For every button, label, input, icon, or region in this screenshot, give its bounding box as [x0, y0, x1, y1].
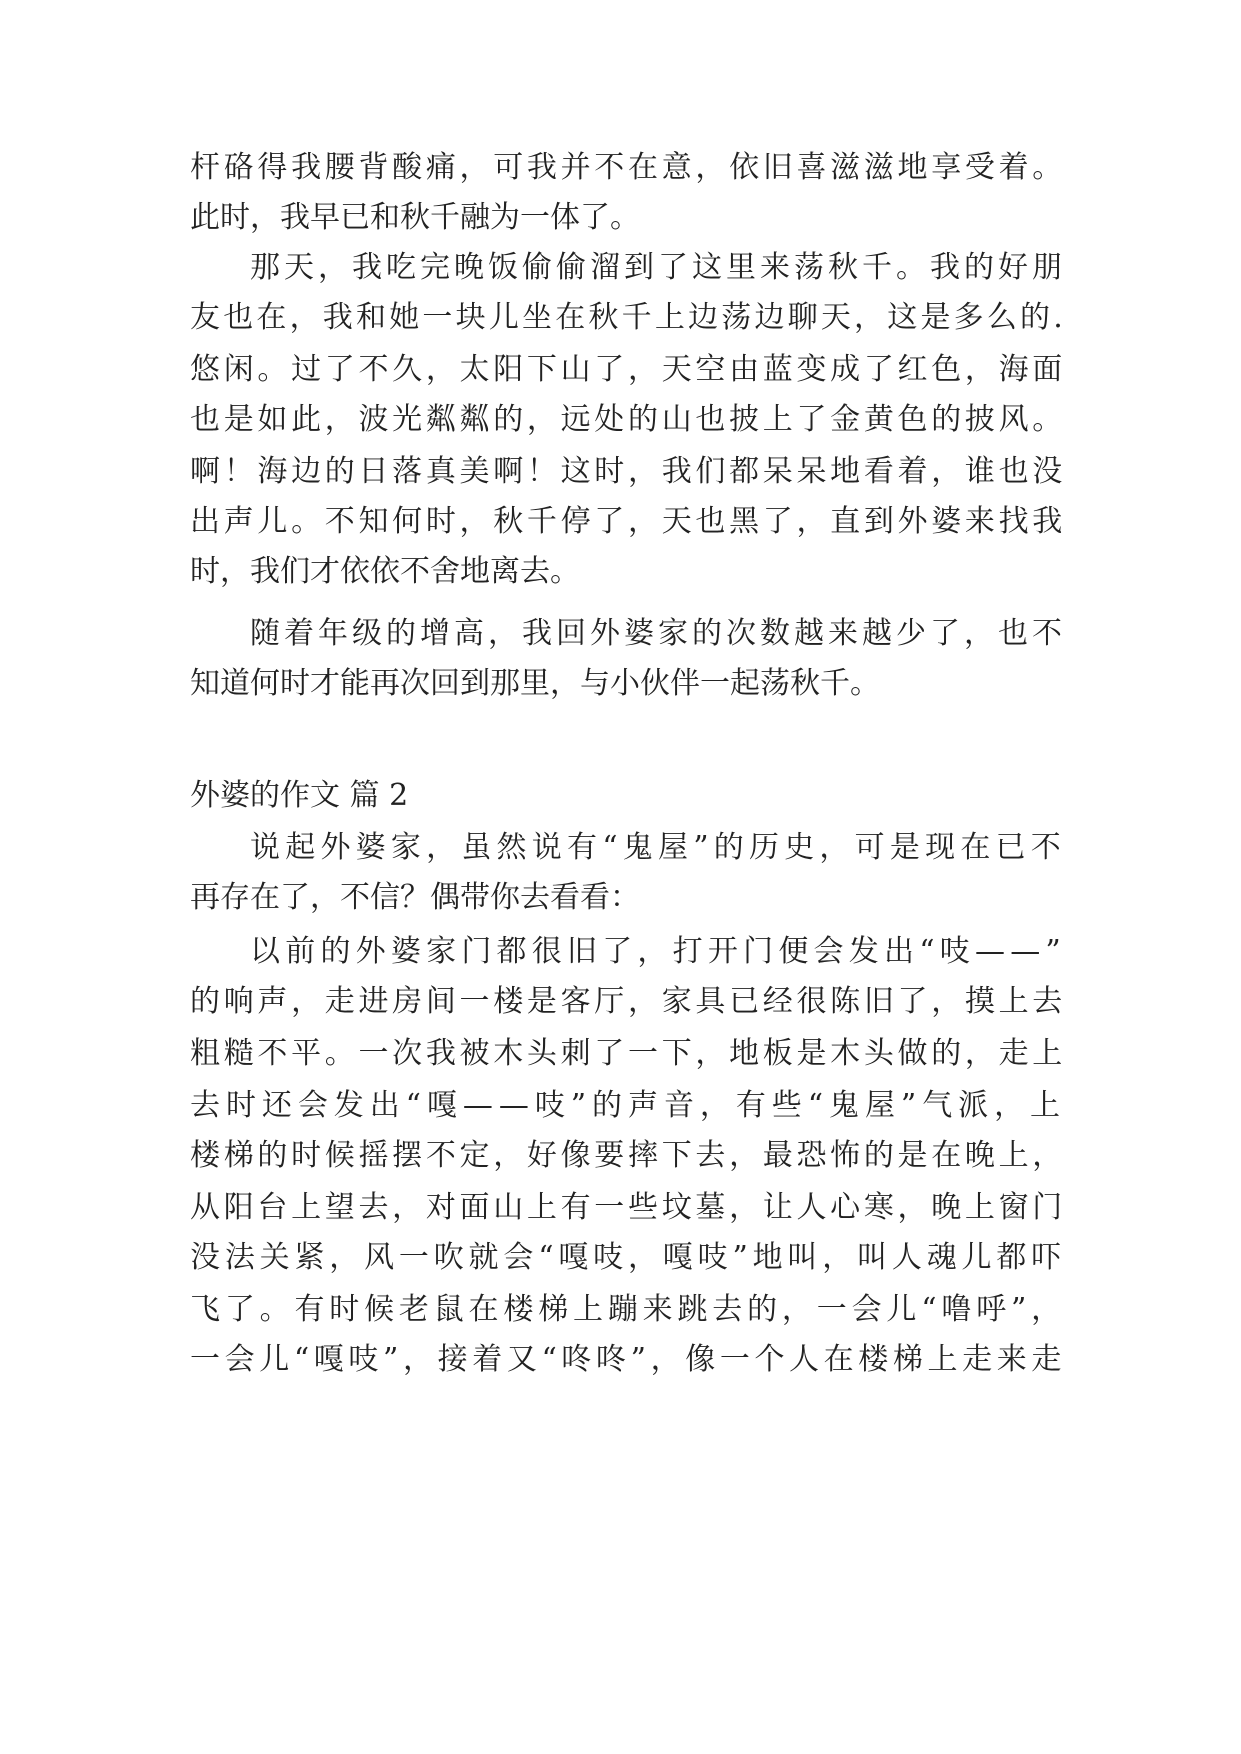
text-line: 杆硌得我腰背酸痛，可我并不在意，依旧喜滋滋地享受着。	[190, 150, 1066, 185]
text-line: 啊！海边的日落真美啊！这时，我们都呆呆地看着，谁也没	[190, 454, 1066, 489]
text-line: 没法关紧，风一吹就会“嘎吱，嘎吱”地叫，叫人魂儿都吓	[190, 1240, 1066, 1275]
text-line: 时，我们才依依不舍地离去。	[190, 554, 580, 589]
text-line: 此时，我早已和秋千融为一体了。	[190, 200, 640, 235]
text-line: 一会儿“嘎吱”，接着又“咚咚”，像一个人在楼梯上走来走	[190, 1342, 1066, 1377]
text-line: 随着年级的增高，我回外婆家的次数越来越少了，也不	[250, 616, 1066, 651]
text-line: 去时还会发出“嘎——吱”的声音，有些“鬼屋”气派，上	[190, 1088, 1066, 1123]
text-line: 悠闲。过了不久，太阳下山了，天空由蓝变成了红色，海面	[190, 352, 1066, 387]
text-line: 知道何时才能再次回到那里，与小伙伴一起荡秋千。	[190, 666, 880, 701]
text-line: 的响声，走进房间一楼是客厅，家具已经很陈旧了，摸上去	[190, 984, 1066, 1019]
text-line: 飞了。有时候老鼠在楼梯上蹦来跳去的，一会儿“噜呼”，	[190, 1292, 1066, 1327]
text-line: 楼梯的时候摇摆不定，好像要摔下去，最恐怖的是在晚上，	[190, 1138, 1066, 1173]
text-line: 那天，我吃完晚饭偷偷溜到了这里来荡秋千。我的好朋	[250, 250, 1066, 285]
text-line: 再存在了，不信？偶带你去看看：	[190, 880, 640, 915]
text-line: 从阳台上望去，对面山上有一些坟墓，让人心寒，晚上窗门	[190, 1190, 1066, 1225]
text-line: 粗糙不平。一次我被木头刺了一下，地板是木头做的，走上	[190, 1036, 1066, 1071]
text-line: 出声儿。不知何时，秋千停了，天也黑了，直到外婆来找我	[190, 504, 1066, 539]
text-line: 以前的外婆家门都很旧了，打开门便会发出“吱——”	[250, 934, 1066, 969]
text-line: 说起外婆家，虽然说有“鬼屋”的历史，可是现在已不	[250, 830, 1066, 865]
section-heading: 外婆的作文 篇 2	[190, 778, 409, 813]
text-line: 友也在，我和她一块儿坐在秋千上边荡边聊天，这是多么的.	[190, 300, 1066, 335]
text-line: 也是如此，波光粼粼的，远处的山也披上了金黄色的披风。	[190, 402, 1066, 437]
